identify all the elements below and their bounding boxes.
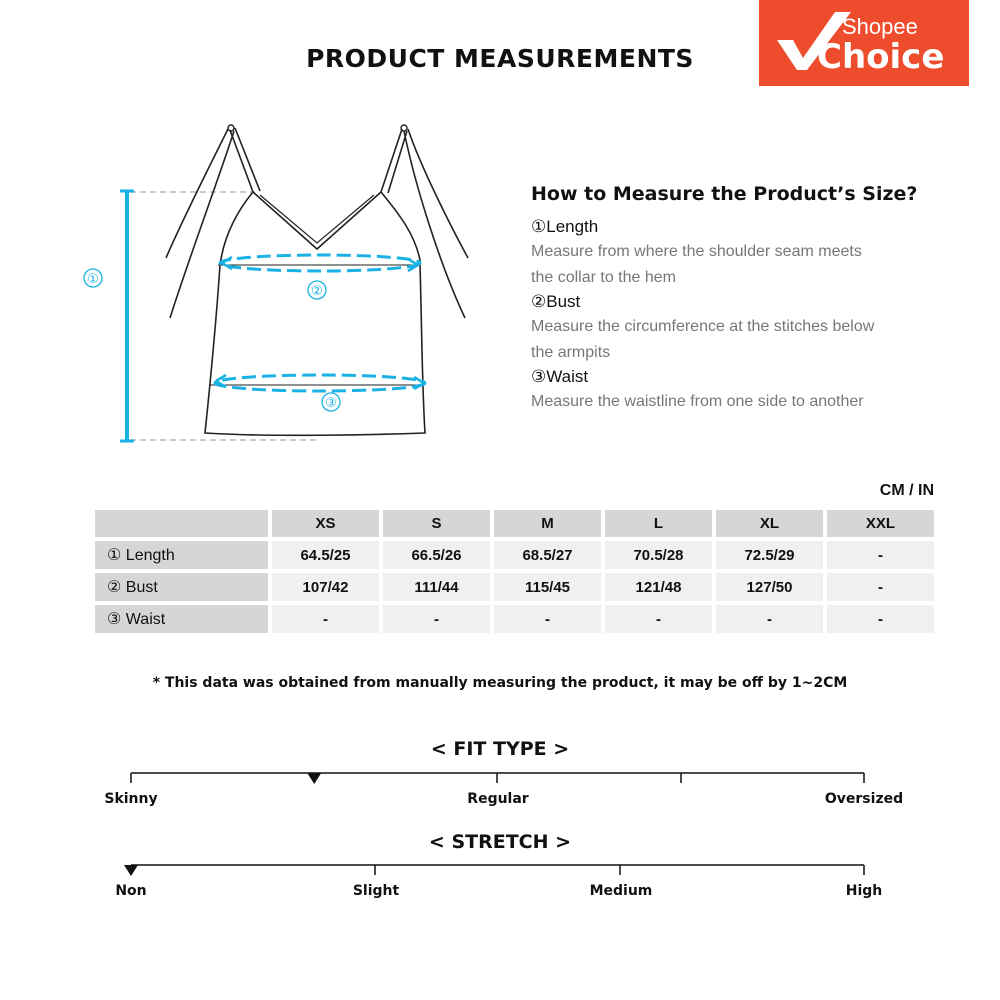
table-cell: 70.5/28 [605, 541, 712, 569]
table-cell: - [827, 541, 934, 569]
length-marker: ① [87, 272, 99, 287]
row-label: ① Length [95, 541, 268, 569]
table-cell: 115/45 [494, 573, 601, 601]
measure-desc: Measure the waistline from one side to another [531, 393, 864, 410]
size-header: XXL [827, 510, 934, 537]
size-chart-table [91, 506, 938, 637]
measure-label: ①Length [531, 217, 599, 236]
fit-label-skinny: Skinny [104, 791, 158, 807]
fit-label-oversized: Oversized [824, 791, 904, 807]
size-header: XL [716, 510, 823, 537]
table-corner-cell [95, 510, 268, 537]
checkmark-icon [759, 0, 969, 86]
measure-label: ③Waist [531, 367, 589, 386]
how-to-measure-title: How to Measure the Product’s Size? [531, 183, 918, 205]
table-row [95, 605, 934, 633]
units-label: CM / IN [879, 482, 934, 499]
waist-marker: ③ [325, 396, 337, 411]
table-cell: 68.5/27 [494, 541, 601, 569]
table-cell: - [494, 605, 601, 633]
table-cell: - [383, 605, 490, 633]
measure-item-bust [531, 292, 931, 365]
stretch-label-non: Non [115, 883, 147, 899]
brand-line2: Choice [817, 37, 945, 77]
fit-type-title: < FIT TYPE > [430, 738, 570, 760]
how-to-measure-section [531, 183, 931, 416]
fit-label-regular: Regular [467, 791, 529, 807]
table-cell: 66.5/26 [383, 541, 490, 569]
table-cell: 111/44 [383, 573, 490, 601]
table-row [95, 573, 934, 601]
table-cell: - [716, 605, 823, 633]
table-cell: 107/42 [272, 573, 379, 601]
size-header: M [494, 510, 601, 537]
row-label: ② Bust [95, 573, 268, 601]
table-cell: - [605, 605, 712, 633]
stretch-marker [124, 865, 138, 876]
measure-item-waist [531, 367, 931, 414]
measure-desc: Measure the circumference at the stitches below [531, 318, 875, 335]
measure-desc: Measure from where the shoulder seam meets [531, 243, 862, 260]
stretch-label-high: High [845, 883, 883, 899]
table-header-row [95, 510, 934, 537]
table-cell: - [827, 605, 934, 633]
table-row [95, 541, 934, 569]
table-cell: - [827, 573, 934, 601]
table-cell: 72.5/29 [716, 541, 823, 569]
page-title: PRODUCT MEASUREMENTS [306, 44, 694, 73]
stretch-label-medium: Medium [589, 883, 653, 899]
fit-type-marker [307, 773, 321, 784]
table-cell: 127/50 [716, 573, 823, 601]
table-cell: 121/48 [605, 573, 712, 601]
shopee-choice-logo [759, 0, 969, 86]
measure-desc: the collar to the hem [531, 269, 676, 286]
stretch-title: < STRETCH > [428, 831, 572, 853]
table-cell: - [272, 605, 379, 633]
garment-illustration [70, 115, 490, 455]
disclaimer-note: * This data was obtained from manually measuring the product, it may be off by 1~2CM [152, 675, 848, 691]
fit-type-scale [0, 765, 1000, 790]
measure-desc: the armpits [531, 344, 611, 361]
table-cell: 64.5/25 [272, 541, 379, 569]
stretch-scale [0, 857, 1000, 882]
size-header: XS [272, 510, 379, 537]
row-label: ③ Waist [95, 605, 268, 633]
brand-line1: Shopee [842, 14, 918, 39]
size-header: L [605, 510, 712, 537]
size-header: S [383, 510, 490, 537]
measure-item-length [531, 217, 931, 290]
measure-label: ②Bust [531, 292, 581, 311]
stretch-label-slight: Slight [352, 883, 400, 899]
bust-marker: ② [311, 284, 323, 299]
